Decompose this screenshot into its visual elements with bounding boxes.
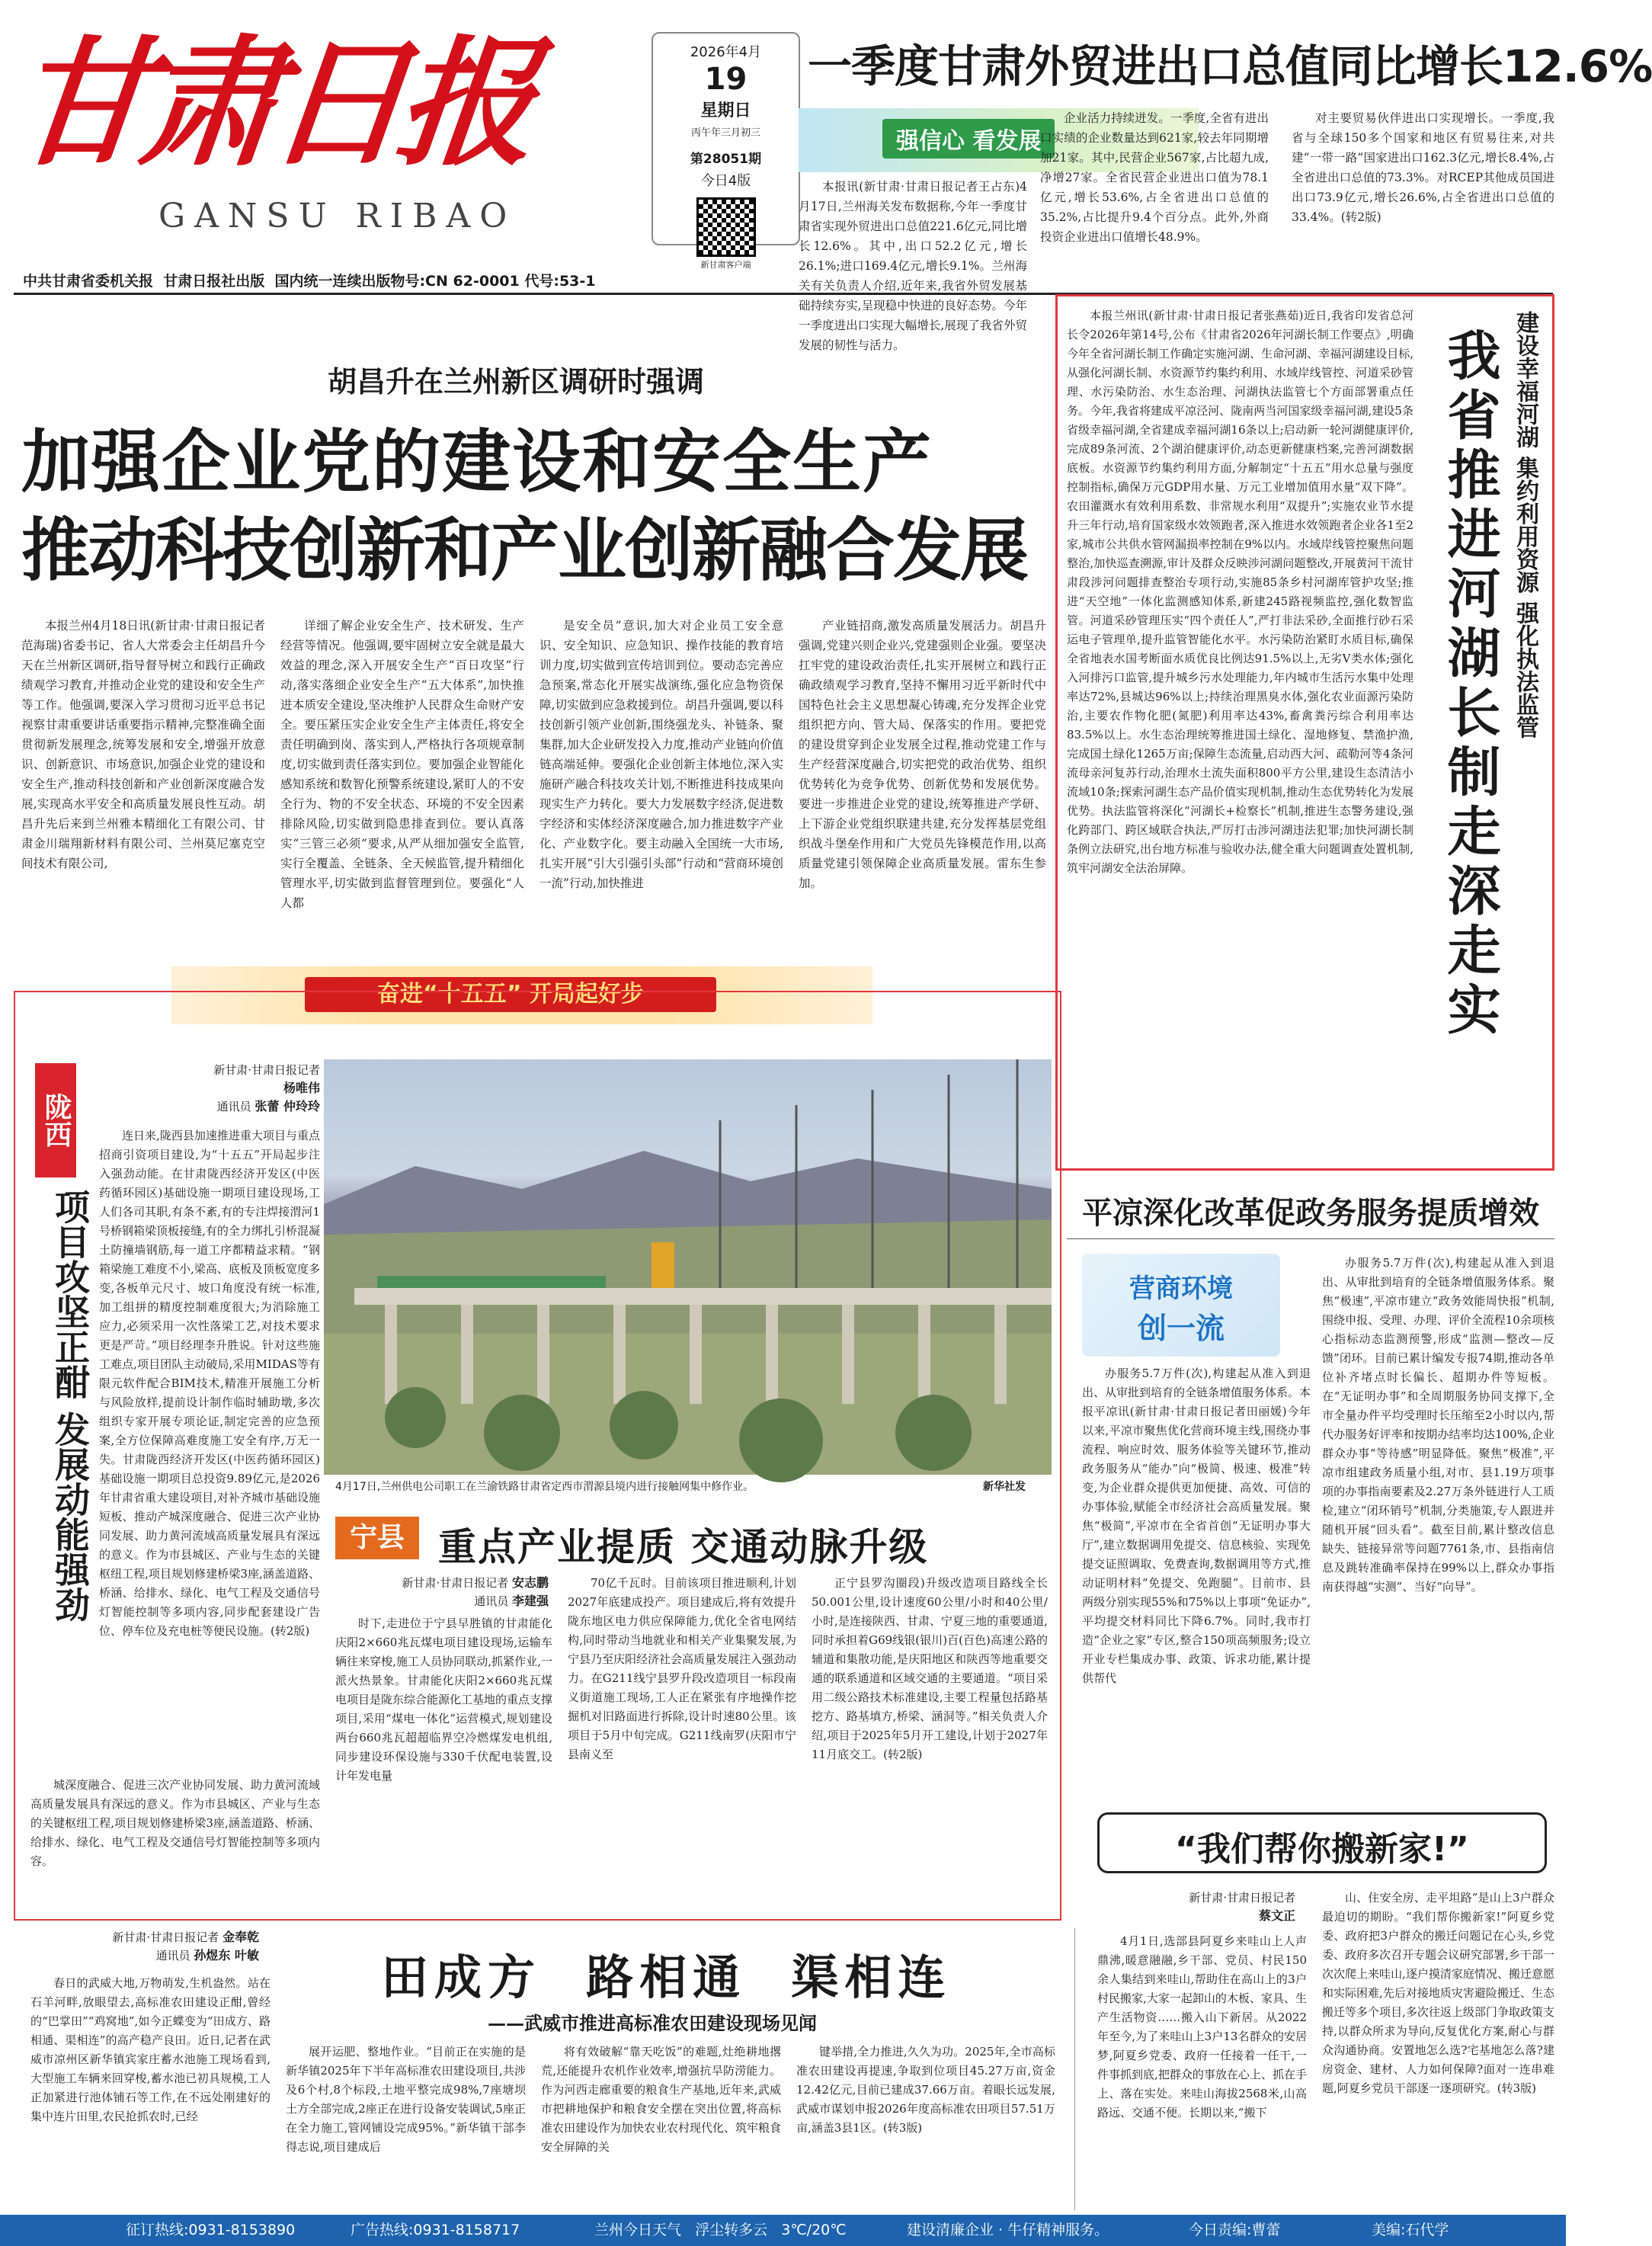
longxi-title[interactable]: 项目攻坚正酣 发展动能强劲 — [50, 1189, 91, 1623]
divider-right — [1074, 1928, 1075, 2210]
moving-byline: 新甘肃·甘肃日报记者 蔡文正 — [1189, 1891, 1295, 1923]
longxi-byline: 新甘肃·甘肃日报记者 杨唯伟 通讯员 张蕾 仲玲玲 — [213, 1063, 320, 1113]
footer-motto: 建设清廉企业 · 牛仔精神服务。 — [907, 2222, 1109, 2238]
longxi-body-cont: 城深度融合、促进三次产业协同发展、助力黄河流域高质量发展具有深远的意义。作为市县城区、产业与生态的关键枢纽工程,项目规划修建桥梁3座,涵盖道路、桥涵、给排水、绿化、电气工程及交通信号灯智能控制等多项内容。 — [30, 1778, 320, 1868]
river-story-body: 本报兰州讯(新甘肃·甘肃日报记者张燕茹)近日,我省印发省总河长令2026年第14号,公布《甘肃省2026年河湖长制工作要点》,明确今年全省河湖长制工作确定实施河湖、生命河湖、幸福河湖建设目标,从强化河湖长制、水资源节约集约利用、水域岸线管控、河道采砂管理、水污染防治、水生态治理、河湖执法监管七个方面部署重点任务。今年,我省将建成平凉泾河、陇南两当河国家级幸福河湖,建设5条省级幸福河湖,全省建成幸福河湖16条以上;启动新一轮河湖健康评价,完成89条河流、2个湖泊健康评价,动态更新健康档案,完善河湖数据底板。水资源节约集约利用方面,分解制定“十五五”用水总量与强度控制指标,确保万元GDP用水量、万元工业增加值用水量“双下降”。农田灌溉水有效利用系数、非常规水利用“双提升”;实施农业节水提升三年行动,培育国家级水效领跑者,深入推进水效领跑者企业各1至2家,城市公共供水管网漏损率控制在9%以内。水域岸线管控聚焦问题整治,加快巡查溯源,审计及群众反映涉河湖问题整改,开展黄河干流甘肃段涉河问题排查整治专项行动,实施85条乡村河湖库管护攻坚;推进“天空地”一体化监测感知体系,新建245路视频监控,强化数智监管。河道采砂管理压实“四个责任人”,严打非法采砂,全面推行砂石采运电子管理单,提升监管智能化水平。水污染防治紧盯水质目标,确保全省地表水国考断面水质优良比例达91.5%以上,无劣V类水体;强化入河排污口监管,提升城乡污水处理能力,年内城市生活污水集中处理率达72%,县城达96%以上;持续治理黑臭水体,强化农业面源污染防治,主要农作物化肥(氮肥)利用率达43%,畜禽粪污综合利用率达83.5%以上。水生态治理统筹推进国土绿化、湿地修复、禁渔护渔,完成国土绿化1265万亩;保障生态流量,启动西大河、疏勒河等4条河流母亲河复苏行动,治理水土流失面积800平方公里,建设生态清洁小流域10条;探索河湖生态产品价值实现机制,推动生态优势转化为发展优势。执法监管将深化“河湖长+检察长”机制,推进生态警务建设,强化跨部门、跨区域联合执法,严厉打击涉河湖违法犯罪;加快河湖长制条例立法研究,出台地方标准与验收办法,健全重大问题调查处置机制,筑牢河湖安全法治屏障。 — [1067, 309, 1413, 875]
masthead-logo — [5, 8, 535, 252]
pingliang-badge — [1082, 1254, 1280, 1357]
tiancheng-col4: 键举措,全力推进,久久为功。2025年,全市高标准农田建设再提速,争取到位项目45.27万亩,资金12.42亿元,目前已建成37.66万亩。着眼长远发展,武威市谋划申报2026年度高标准农田项目57.51万亩,涵盖3县1区。(转3版) — [796, 2045, 1055, 2135]
lead-title-line1[interactable]: 加强企业党的建设和安全生产 — [21, 422, 933, 502]
tiancheng-col1: 春日的武威大地,万物萌发,生机盎然。站在石羊河畔,放眼望去,高标准农田建设正酣,曾经的“巴掌田”“鸡窝地”,如今正蝶变为“田成方、路相通、渠相连”的高产稳产良田。近日,记者在武威市凉州区新华镇宾家庄蓄水池施工现场看到,大型施工车辆来回穿梭,蓄水池已初具规模,工人正加紧进行池体铺石等工作,在不远处刚建好的集中连片田里,农民抢抓农时,已经 — [30, 1976, 271, 2123]
date-day: 19 — [704, 62, 748, 97]
river-story-subtitle: 建设幸福河湖 集约利用资源 强化执法监管 — [1512, 311, 1538, 739]
date-panel — [652, 32, 800, 270]
date-lunar: 丙午年三月初三 — [690, 127, 760, 139]
railway-photo[interactable] — [324, 1059, 1052, 1475]
publisher-line: 中共甘肃省委机关报 甘肃日报社出版 国内统一连续出版物号:CN 62-0001 代号:53-1 — [23, 273, 596, 290]
lead-col2: 详细了解企业安全生产、技术研发、生产经营等情况。他强调,要牢固树立安全就是最大效益的理念,深入开展安全生产“百日攻坚”行动,落实落细企业安全生产“五大体系”,加快推进本质安全建设,坚决维护人民群众生命财产安全。要压紧压实企业安全生产主体责任,将安全责任明确到岗、落实到人,严格执行各项规章制度,切实做到责任落实到位。要加强企业智能化感知系统和数智化预警系统建设,紧盯人的不安全行为、物的不安全状态、环境的不安全因素排除风险,切实做到隐患排查到位。要认真落实“三管三必须”要求,从严从细加强安全监管,实行全覆盖、全链条、全天候监管,提升精细化管理水平,切实做到监督管理到位。要强化“人人都 — [280, 619, 524, 910]
fifteen-five-text: 奋进“十五五” 开局起好步 — [305, 977, 716, 1012]
footer-weather: 兰州今日天气 浮尘转多云 3℃/20℃ — [594, 2222, 847, 2238]
moving-col2: 山、住安全房、走平坦路”是山上3户群众最迫切的期盼。“我们帮你搬新家!”阿夏乡党委、政府把3户群众的搬迁问题记在心头,乡党委、政府多次召开专题会议研究部署,乡干部一次次爬上来哇山,逐户摸清家庭情况、搬迁意愿和实际困难,先后对接地质灾害避险搬迁、生态搬迁等多个项目,多次往返上级部门争取政策支持,以群众所求为导向,反复优化方案,耐心与群众沟通协商。安置地怎么选?宅基地怎么落?建房资金、建材、人力如何保障?面对一连串难题,阿夏乡党员干部逐一逐项研究。(转3版) — [1322, 1891, 1554, 2095]
ningxian-col2: 70亿千瓦时。目前该项目推进顺利,计划2027年底建成投产。项目建成后,将有效提升陇东地区电力供应保障能力,优化全省电网结构,同时带动当地就业和相关产业集聚发展,为宁县乃至庆阳经济社会高质量发展注入强劲动力。在G211线宁县罗升段改造项目一标段南义街道施工现场,工人正在紧张有序地操作挖掘机对旧路面进行拆除,设计时速80公里。该项目于5月中旬完成。G211线南罗(庆阳市宁县南义至 — [568, 1576, 797, 1761]
ningxian-col3: 正宁县罗沟圈段)升级改造项目路线全长50.001公里,设计速度60公里/小时和40公里/小时,是连接陕西、甘肃、宁夏三地的重要通道,同时承担着G69线银(银川)百(百色)高速公路的辅道和集散功能,是庆阳地区和陕西等地重要交通的联系通道和区域交通的主要通道。“项目采用二级公路技术标准建设,主要工程量包括路基挖方、路基填方,桥梁、涵洞等。”相关负责人介绍,项目于2025年5月开工建设,计划于2027年11月底交工。(转2版) — [812, 1576, 1048, 1761]
pingliang-rule — [1067, 1238, 1554, 1239]
footer-hotline-ad: 广告热线:0931-8158717 — [351, 2222, 520, 2238]
lead-col3: 是安全员”意识,加大对企业员工安全意识、安全知识、应急知识、操作技能的教育培训力度,切实做到宣传培训到位。要动态完善应急预案,常态化开展实战演练,强化应急物资保障,切实做到应急救援到位。胡昌升强调,要以科技创新引领产业创新,围绕强龙头、补链条、聚集群,加大企业研发投入力度,推动产业链向价值链高端延伸。要强化企业创新主体地位,深入实施研产融合科技攻关计划,不断推进科技成果向现实生产力转化。要大力发展数字经济,促进数字经济和实体经济深度融合,加力推进数字产业化、产业数字化。要主动融入全国统一大市场,扎实开展“引大引强引头部”行动和“营商环境创一流”行动,加快推进 — [539, 619, 783, 890]
longxi-body: 连日来,陇西县加速推进重大项目与重点招商引资项目建设,为“十五五”开局起步注入强劲动能。在甘肃陇西经济开发区(中医药循环园区)基础设施一期项目建设现场,工人们各司其职,有条不紊,有的专注焊接渭河1号桥钢箱梁顶板接缝,有的全力绑扎引桥混凝土防撞墙钢筋,每一道工序都精益求精。“钢箱梁施工难度不小,梁高、底板及顶板宽度多变,各板单元尺寸、坡口角度没有统一标准,加工组拼的精度控制难度很大;为消除施工应力,必须采用一次性落梁工艺,对技术要求更是严苛。”项目经理李升胜说。针对这些施工难点,项目团队主动破局,采用MIDAS等有限元软件配合BIM技术,精准开展施工分析与风险放样,提前设计制作临时辅助墩,多次组织专家开展专项论证,制定完善的应急预案,全方位保障高难度施工安全有序,万无一失。甘肃陇西经济开发区(中医药循环园区)基础设施一期项目总投资9.89亿元,是2026年甘肃省重大建设项目,对补齐城市基础设施短板、推动产城深度融合、促进三次产业协同发展、助力黄河流域高质量发展具有深远的意义。作为市县城区、产业与生态的关键枢纽工程,项目规划修建桥梁3座,涵盖道路、桥涵、给排水、绿化、电气工程及交通信号灯智能控制等多项内容,同步配套建设广告位、停车位及充电桩等便民设施。(转2版) — [99, 1129, 320, 1638]
ningxian-title[interactable]: 重点产业提质 交通动脉升级 — [438, 1525, 929, 1569]
top-story-headline[interactable]: 一季度甘肃外贸进出口总值同比增长12.6% — [808, 40, 1652, 92]
pingliang-headline[interactable]: 平凉深化改革促政务服务提质增效 — [1082, 1196, 1539, 1231]
footer-editor: 今日责编:曹蕾 — [1189, 2222, 1281, 2238]
moving-col1: 4月1日,选部县阿夏乡来哇山上人声鼎沸,暖意融融,乡干部、党员、村民150余人集结到来哇山,帮助住在高山上的3户村民搬家,大家一起卸山的木板、家具、生产生活物资……搬入山下新居。从2022年至今,为了来哇山上3户13名群众的安居梦,阿夏乡党委、政府一任接着一任干,一件事抓到底,把群众的事放在心上、抓在手上、落在实处。来哇山海拔2568米,山高路远、交通不便。长期以来,“搬下 — [1097, 1934, 1307, 2119]
pingliang-col1: 办服务5.7万件(次),构建起从准入到退出、从审批到培育的全链条增值服务体系。本报平凉讯(新甘肃·甘肃日报记者田丽媛)今年以来,平凉市聚焦优化营商环境主线,围绕办事流程、响应时效、服务体验等关键环节,推动政务服务从“能办”向“极简、极速、极准”转变,为企业群众提供更加便捷、高效、可信的办事体验,赋能全市经济社会高质量发展。聚焦“极简”,平凉市在全省首创“无证明办事大厅”,建立数据调用免提交、信息核验、实现免提交证照调取、免费查询,数据调用等方式,推动证明材料“免提交、免跑腿”。目前市、县两级分别实现55%和75%以上事项“免证办”,平均提交材料同比下降6.7%。同时,我市打造“企业之家”专区,整合150项高频服务;设立开业专栏集成办事、政策、诉求功能,累计提供帮代 — [1082, 1367, 1311, 1685]
longxi-badge: 陇西 — [35, 1063, 76, 1177]
tiancheng-title[interactable]: 田成方 路相通 渠相连 — [381, 1950, 952, 2005]
river-story-title[interactable]: 我省推进河湖长制走深走实 — [1439, 328, 1501, 1041]
banner-text: 强信心 看发展 — [882, 119, 1055, 159]
date-weekday: 星期日 — [700, 101, 751, 120]
footer-bar — [0, 2215, 1566, 2246]
pingliang-badge-line2: 创一流 — [1137, 1312, 1225, 1345]
ningxian-badge: 宁县 — [335, 1517, 419, 1559]
lead-title-line2[interactable]: 推动科技创新和产业创新融合发展 — [21, 511, 1027, 591]
page-count: 今日4版 — [700, 173, 751, 189]
lead-col1: 本报兰州4月18日讯(新甘肃·甘肃日报记者范海瑞)省委书记、省人大常委会主任胡昌升今天在兰州新区调研,指导督导树立和践行正确政绩观学习教育,并推动企业党的建设和安全生产等工作。他强调,要深入学习贯彻习近平总书记视察甘肃重要讲话重要指示精神,完整准确全面贯彻新发展理念,统筹发展和安全,增强开放意识、创新意识、市场意识,加强企业党的建设和安全生产,推动科技创新和产业创新深度融合发展,实现高水平安全和高质量发展良性互动。胡昌升先后来到兰州雅本精细化工有限公司、甘肃金川瑞翔新材料有限公司、兰州莫尼塞克空间技术有限公司, — [21, 619, 265, 870]
photo-credit: 新华社发 — [983, 1481, 1026, 1493]
top-story-col2: 企业活力持续迸发。一季度,全省有进出口实绩的企业数量达到621家,较去年同期增加21家。其中,民营企业567家,占比超九成,净增27家。全省民营企业进出口值为78.1亿元,增长53.6%,占全省进出口总值的35.2%,占比提升9.4个百分点。此外,外商投资企业进出口值增长48.9%。 — [1040, 111, 1269, 244]
lead-col4: 产业链招商,激发高质量发展活力。胡昌升强调,党建兴则企业兴,党建强则企业强。要坚决扛牢党的建设政治责任,扎实开展树立和践行正确政绩观学习教育,坚持不懈用习近平新时代中国特色社会主义思想凝心铸魂,充分发挥企业党组织把方向、管大局、保落实的作用。要把党的建设贯穿到企业发展全过程,推动党建工作与生产经营深度融合,切实把党的政治优势、组织优势转化为竞争优势、创新优势和发展优势。要进一步推进企业党的建设,统筹推进产学研、上下游企业党组织联建共建,充分发挥基层党组织战斗堡垒作用和广大党员先锋模范作用,以高质量党建引领保障企业高质量发展。雷东生参加。 — [799, 619, 1046, 890]
ningxian-byline: 新甘肃·甘肃日报记者 安志鹏 通讯员 李建强 — [402, 1575, 549, 1608]
top-story-col3: 对主要贸易伙伴进出口实现增长。一季度,我省与全球150多个国家和地区有贸易往来,对共建“一带一路”国家进出口162.3亿元,增长8.4%,占全省进出口总值的73.3%。对RCEP其他成员国进出口73.9亿元,增长26.6%,占全省进出口总值的33.4%。(转2版) — [1292, 111, 1554, 224]
tiancheng-col3: 将有效破解“靠天吃饭”的难题,灶绝耕地撂荒,还能提升农机作业效率,增强抗旱防涝能力。作为河西走廊重要的粮食生产基地,近年来,武威市把耕地保护和粮食安全摆在突出位置,将高标准农田建设作为加快农业农村现代化、筑牢粮食安全屏障的关 — [541, 2045, 782, 2154]
tiancheng-byline: 新甘肃·甘肃日报记者 金奉乾 通讯员 孙煜东 叶敏 — [112, 1930, 259, 1962]
pingliang-col2: 办服务5.7万件(次),构建起从准入到退出、从审批到培育的全链条增值服务体系。聚焦“极速”,平凉市建立“政务效能周快报”机制,围绕申报、受理、办理、评价全流程10余项核心指标动态监测预警,形成“监测—整改—反馈”闭环。目前已累计编发专报74期,推动各单位补齐堵点时长偏长、超期办件等短板。在“无证明办事”和全周期服务协同支撑下,全市全量办件平均受理时长压缩至2小时以内,帮代办服务好评率和按期办结率均达100%,企业群众办事“等待感”明显降低。聚焦“极准”,平凉市组建政务质量小组,对市、县1.19万项事项的办事指南要素及2.27万条外链进行人工质检,建立“闭环销号”机制,分类施策,专人跟进并随机开展“回头看”。截至目前,累计整改信息缺失、链接异常等问题7761条,市、县指南信息及跳转准确率保持在99%以上,群众办事指南获得越“实测”、当好“向导”。 — [1322, 1256, 1554, 1594]
ningxian-col1: 时下,走进位于宁县早胜镇的甘肃能化庆阳2×660兆瓦煤电项目建设现场,运输车辆往来穿梭,施工人员协同联动,抓紧作业,一派火热景象。甘肃能化庆阳2×660兆瓦煤电项目是陇东综合能源化工基地的重点支撑项目,采用“煤电一体化”运营模式,规划建设两台660兆瓦超超临界空冷燃煤发电机组,同步建设环保设施与330千伏配电装置,设计年发电量 — [335, 1616, 553, 1783]
top-story-col1: 本报讯(新甘肃·甘肃日报记者王占东)4月17日,兰州海关发布数据称,今年一季度甘肃省实现外贸进出口总值221.6亿元,同比增长12.6%。其中,出口52.2亿元,增长26.1%;进口169.4亿元,增长9.1%。兰州海关有关负责人介绍,近年来,我省外贸发展基础持续夯实,呈现稳中快进的良好态势。今年一季度进出口实现大幅增长,展现了我省外贸发展的韧性与活力。 — [799, 180, 1027, 352]
footer-designer: 美编:石代学 — [1372, 2222, 1449, 2238]
pingliang-badge-line1: 营商环境 — [1129, 1274, 1233, 1304]
qr-code-icon[interactable] — [696, 197, 756, 257]
date-year-month: 2026年4月 — [690, 44, 762, 60]
footer-hotline-subscribe: 征订热线:0931-8153890 — [126, 2222, 296, 2238]
moving-title[interactable]: “我们帮你搬新家!” — [1175, 1830, 1469, 1869]
masthead-pinyin: GANSU RIBAO — [158, 197, 517, 235]
photo-caption: 4月17日,兰州供电公司职工在兰渝铁路甘肃省定西市渭源县境内进行接触网集中修作业。 — [335, 1481, 754, 1493]
qr-caption: 新甘肃客户端 — [700, 260, 751, 270]
issue-number: 第28051期 — [690, 152, 762, 167]
masthead-logo-text: 甘肃日报 — [5, 21, 535, 184]
tiancheng-col2: 展开运肥、整地作业。“目前正在实施的是新华镇2025年下半年高标准农田建设项目,共涉及6个村,8个标段,土地平整完成98%,7座塘坝土方全部完成,2座正在进行设备安装调试,5座正在全力施工,管网铺设完成95%。”新华镇干部李得志说,项目建成后 — [286, 2045, 526, 2154]
lead-kicker: 胡昌升在兰州新区调研时强调 — [328, 365, 705, 399]
railway-photo-scene — [324, 1059, 1052, 1475]
tiancheng-subtitle: ——武威市推进高标准农田建设现场见闻 — [488, 2012, 817, 2034]
